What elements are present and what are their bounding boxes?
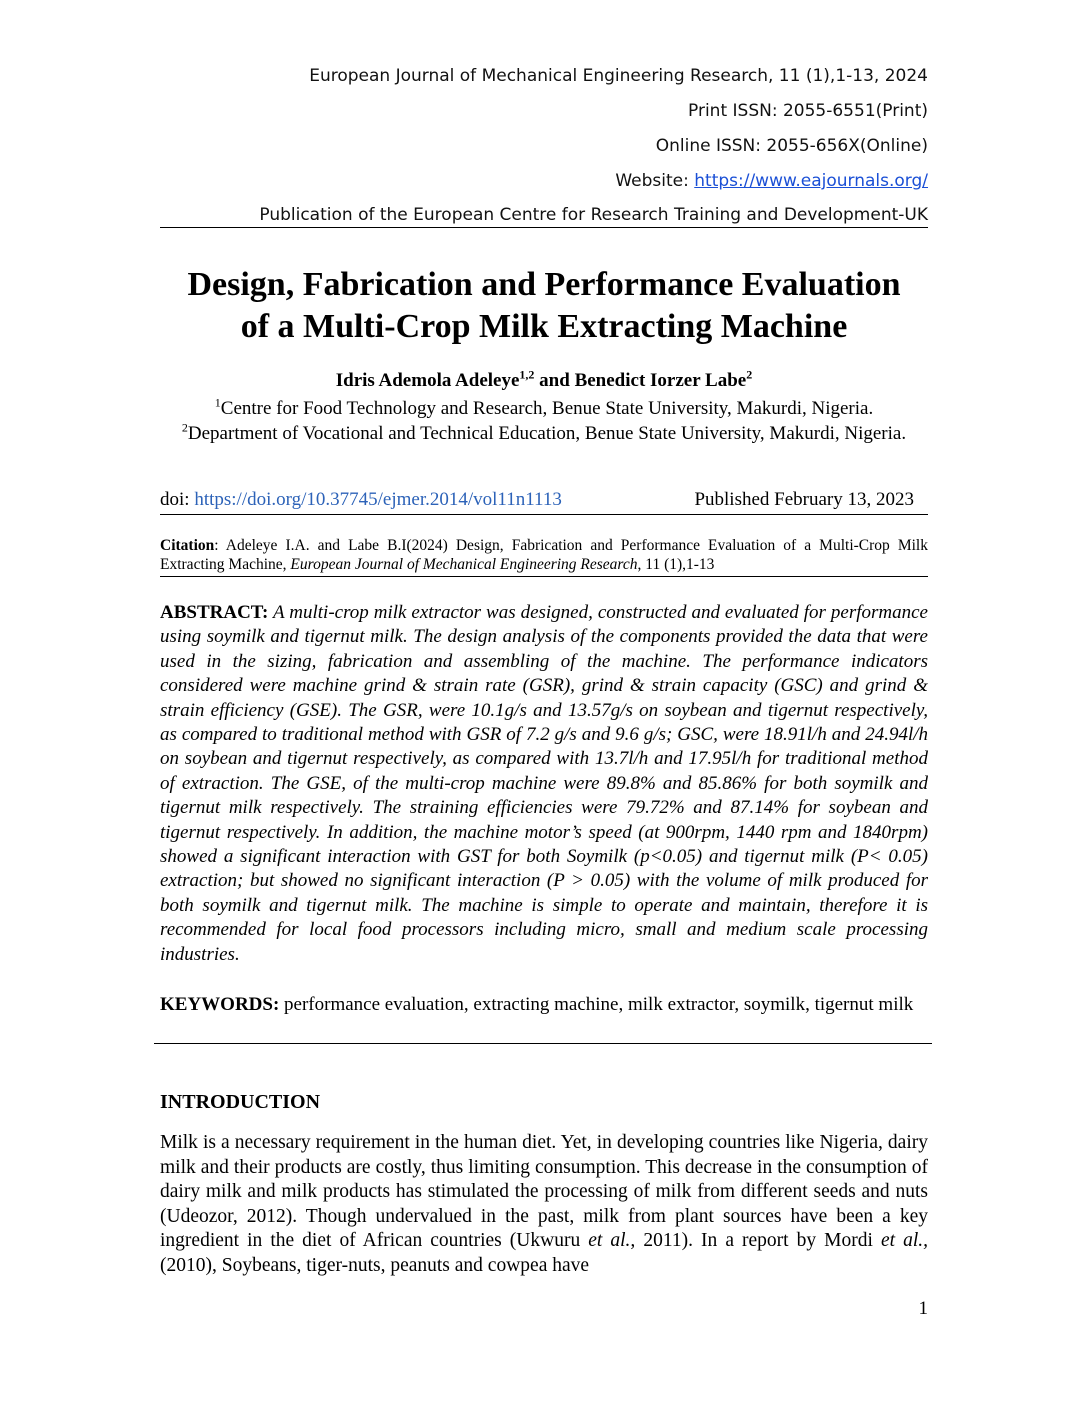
citation-text-1: : Adeleye I.A. and Labe B.I(2024) Design, Fabrication and Performance Evaluation of a Multi-Crop Milk Extracting Machine, bbox=[160, 537, 928, 573]
keywords-block bbox=[160, 993, 928, 1017]
keywords-label: KEYWORDS: bbox=[160, 994, 280, 1015]
website-line bbox=[615, 171, 928, 191]
keywords-text: performance evaluation, extracting machine, milk extractor, soymilk, tigernut milk bbox=[279, 994, 914, 1015]
affiliation-2-mark: 2 bbox=[181, 420, 188, 435]
affiliation-2 bbox=[150, 421, 938, 446]
citation-text-2: , 11 (1),1-13 bbox=[637, 556, 715, 573]
publisher-line: Publication of the European Centre for Research Training and Development-UK bbox=[259, 205, 928, 225]
affiliation-1-text: Centre for Food Technology and Research, Benue State University, Makurdi, Nigeria. bbox=[220, 398, 874, 419]
intro-etal-1: et al., bbox=[588, 1230, 636, 1252]
print-issn: Print ISSN: 2055-6551(Print) bbox=[688, 101, 928, 121]
citation-block bbox=[160, 536, 928, 574]
author-separator: and bbox=[534, 370, 575, 391]
author-1: Idris Ademola Adeleye bbox=[335, 370, 520, 391]
author-2-affiliation: 2 bbox=[746, 367, 753, 382]
paper-title bbox=[110, 264, 978, 348]
page-number: 1 bbox=[918, 1298, 928, 1319]
abstract-label: ABSTRACT: bbox=[160, 602, 269, 623]
author-list bbox=[110, 367, 978, 392]
author-1-affiliation: 1,2 bbox=[519, 367, 535, 382]
author-2: Benedict Iorzer Labe bbox=[574, 370, 747, 391]
citation-label: Citation bbox=[160, 537, 215, 554]
online-issn: Online ISSN: 2055-656X(Online) bbox=[655, 136, 928, 156]
title-line-1: Design, Fabrication and Performance Evaluation bbox=[187, 266, 901, 303]
published-date: Published February 13, 2023 bbox=[694, 489, 914, 510]
website-label: Website: bbox=[615, 171, 695, 191]
header-rule bbox=[160, 227, 928, 228]
title-line-2: of a Multi-Crop Milk Extracting Machine bbox=[240, 308, 848, 345]
keywords-rule bbox=[154, 1043, 932, 1044]
introduction-paragraph bbox=[160, 1131, 928, 1279]
intro-text-2: 2011). In a report by Mordi bbox=[635, 1230, 881, 1252]
intro-text-1: Milk is a necessary requirement in the human diet. Yet, in developing countries like Nigeria, dairy milk and their products are costly, thus limiting consumption. This decrease in the consumption of dairy milk and milk products has stimulated the processing of milk from different seeds and nuts (Udeozor, 2012). Though undervalued in the past, milk from plant sources have been a key ingredient in the diet of African countries (Ukwuru bbox=[160, 1132, 928, 1252]
citation-journal: European Journal of Mechanical Engineering Research bbox=[290, 556, 638, 573]
affiliation-1 bbox=[160, 396, 928, 421]
intro-etal-2: et al., bbox=[880, 1230, 929, 1252]
doi-link[interactable]: https://doi.org/10.37745/ejmer.2014/vol11n1113 bbox=[194, 489, 562, 510]
doi-rule bbox=[160, 514, 928, 515]
introduction-heading: INTRODUCTION bbox=[160, 1091, 321, 1113]
affiliation-1-mark: 1 bbox=[214, 395, 221, 410]
intro-text-3: (2010), Soybeans, tiger-nuts, peanuts and cowpea have bbox=[160, 1254, 590, 1276]
website-link[interactable]: https://www.eajournals.org/ bbox=[694, 171, 928, 191]
abstract-block bbox=[160, 601, 928, 967]
doi-row bbox=[160, 489, 928, 511]
doi-label: doi: bbox=[160, 489, 195, 510]
citation-rule bbox=[160, 576, 928, 577]
journal-header: European Journal of Mechanical Engineering Research, 11 (1),1-13, 2024 bbox=[309, 66, 928, 86]
affiliation-2-text: Department of Vocational and Technical Education, Benue State University, Makurdi, Nigeria. bbox=[187, 423, 907, 444]
abstract-text: A multi-crop milk extractor was designed, constructed and evaluated for performance using soymilk and tigernut milk. The design analysis of the components provided the data that were used in the sizing, fabrication and assembling of the machine. The performance indicators considered were machine grind & strain rate (GSR), grind & strain capacity (GSC) and grind & strain efficiency (GSE). The GSR, were 10.1g/s and 13.57g/s on soybean and tigernut respectively, as compared to traditional method with GSR of 7.2 g/s and 9.6 g/s; GSC, were 18.91l/h and 24.94l/h on soybean and tigernut respectively, as compared with 13.7l/h and 17.95l/h for traditional method of extraction. The GSE, of the multi-crop machine were 89.8% and 85.86% for both soymilk and tigernut milk respectively. The straining efficiencies were 79.72% and 87.14% for soybean and tigernut respectively. In addition, the machine motor’s speed (at 900rpm, 1440 rpm and 1840rpm) showed a significant interaction with GST for both Soymilk (p<0.05) and tigernut milk (P< 0.05) extraction; but showed no significant interaction (P > 0.05) with the volume of milk produced for both soymilk and tigernut milk. The machine is simple to operate and maintain, therefore it is recommended for local food processors including micro, small and medium scale processing industries. bbox=[160, 602, 928, 965]
